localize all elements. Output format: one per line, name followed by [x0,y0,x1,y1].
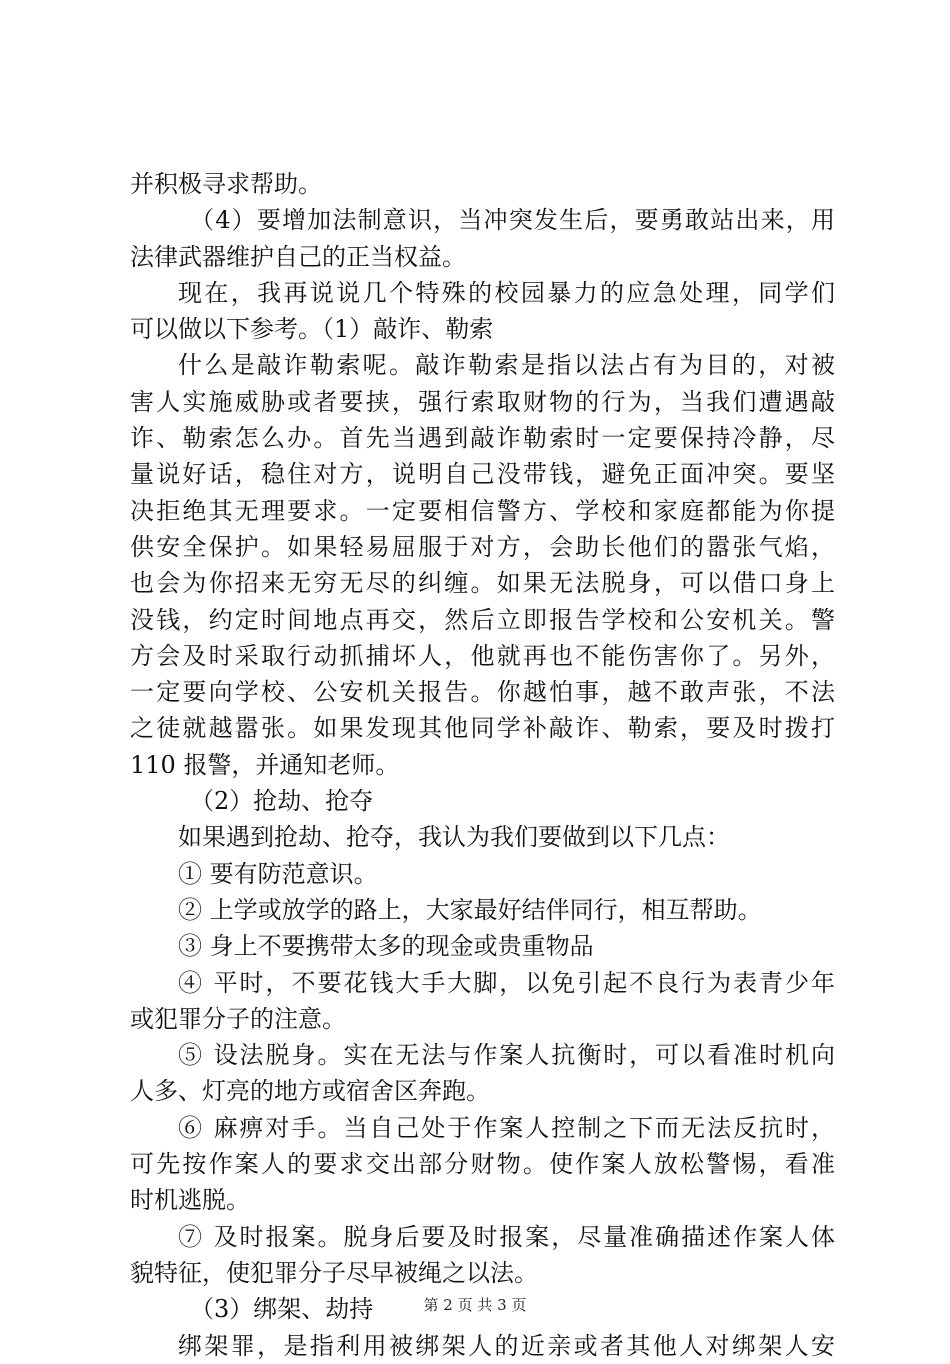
text-line: 之徒就越嚣张。如果发现其他同学补敲诈、勒索，要及时拨打 [130,714,835,743]
text-line: 可以做以下参考。（1）敲诈、勒索 [130,315,494,344]
document-body [130,166,835,1364]
text-line: 可先按作案人的要求交出部分财物。使作案人放松警惕，看准 [130,1150,835,1179]
text-line: 110 报警，并通知老师。 [130,750,400,779]
text-line: 什么是敲诈勒索呢。敲诈勒索是指以法占有为目的，对被 [178,351,835,380]
text-line: 供安全保护。如果轻易屈服于对方，会助长他们的嚣张气焰， [130,532,835,561]
list-item: ⑤ 设法脱身。实在无法与作案人抗衡时，可以看准时机向 [178,1041,835,1070]
text-line: 法律武器维护自己的正当权益。 [130,242,466,271]
text-line: 害人实施威胁或者要挟，强行索取财物的行为，当我们遭遇敲 [130,387,835,416]
list-item: ④ 平时，不要花钱大手大脚，以免引起不良行为表青少年 [178,968,835,997]
text-line: 也会为你招来无穷无尽的纠缠。如果无法脱身，可以借口身上 [130,569,835,598]
text-line: 一定要向学校、公安机关报告。你越怕事，越不敢声张，不法 [130,678,835,707]
list-item: ③ 身上不要携带太多的现金或贵重物品 [178,932,594,961]
text-line: 方会及时采取行动抓捕坏人，他就再也不能伤害你了。另外， [130,641,835,670]
text-line: 人多、灯亮的地方或宿舍区奔跑。 [130,1077,490,1106]
text-line: （4）要增加法制意识，当冲突发生后，要勇敢站出来，用 [190,206,835,235]
text-line: 量说好话，稳住对方，说明自己没带钱，避免正面冲突。要坚 [130,460,835,489]
text-line: 如果遇到抢劫、抢夺，我认为我们要做到以下几点： [178,823,730,852]
text-line: 现在，我再说说几个特殊的校园暴力的应急处理，同学们 [178,278,835,307]
text-line: 诈、勒索怎么办。首先当遇到敲诈勒索时一定要保持冷静，尽 [130,424,835,453]
page-footer: 第 2 页 共 3 页 [423,1296,527,1314]
text-line: 决拒绝其无理要求。一定要相信警方、学校和家庭都能为你提 [130,496,835,525]
list-item: ⑥ 麻痹对手。当自己处于作案人控制之下而无法反抗时， [178,1113,835,1142]
text-line: 并积极寻求帮助。 [130,170,322,198]
text-line: 没钱，约定时间地点再交，然后立即报告学校和公安机关。警 [130,605,835,634]
section-heading: （3）绑架、劫持 [190,1295,374,1324]
list-item: ① 要有防范意识。 [178,859,378,888]
text-line: 或犯罪分子的注意。 [130,1004,346,1033]
text-line: 时机逃脱。 [130,1186,250,1215]
section-heading: （2）抢劫、抢夺 [190,787,374,816]
list-item: ② 上学或放学的路上，大家最好结伴同行，相互帮助。 [178,895,762,924]
list-item: ⑦ 及时报案。脱身后要及时报案，尽量准确描述作案人体 [178,1222,835,1251]
text-line: 貌特征，使犯罪分子尽早被绳之以法。 [130,1258,538,1287]
text-line: 绑架罪，是指利用被绑架人的近亲或者其他人对绑架人安 [178,1331,835,1360]
